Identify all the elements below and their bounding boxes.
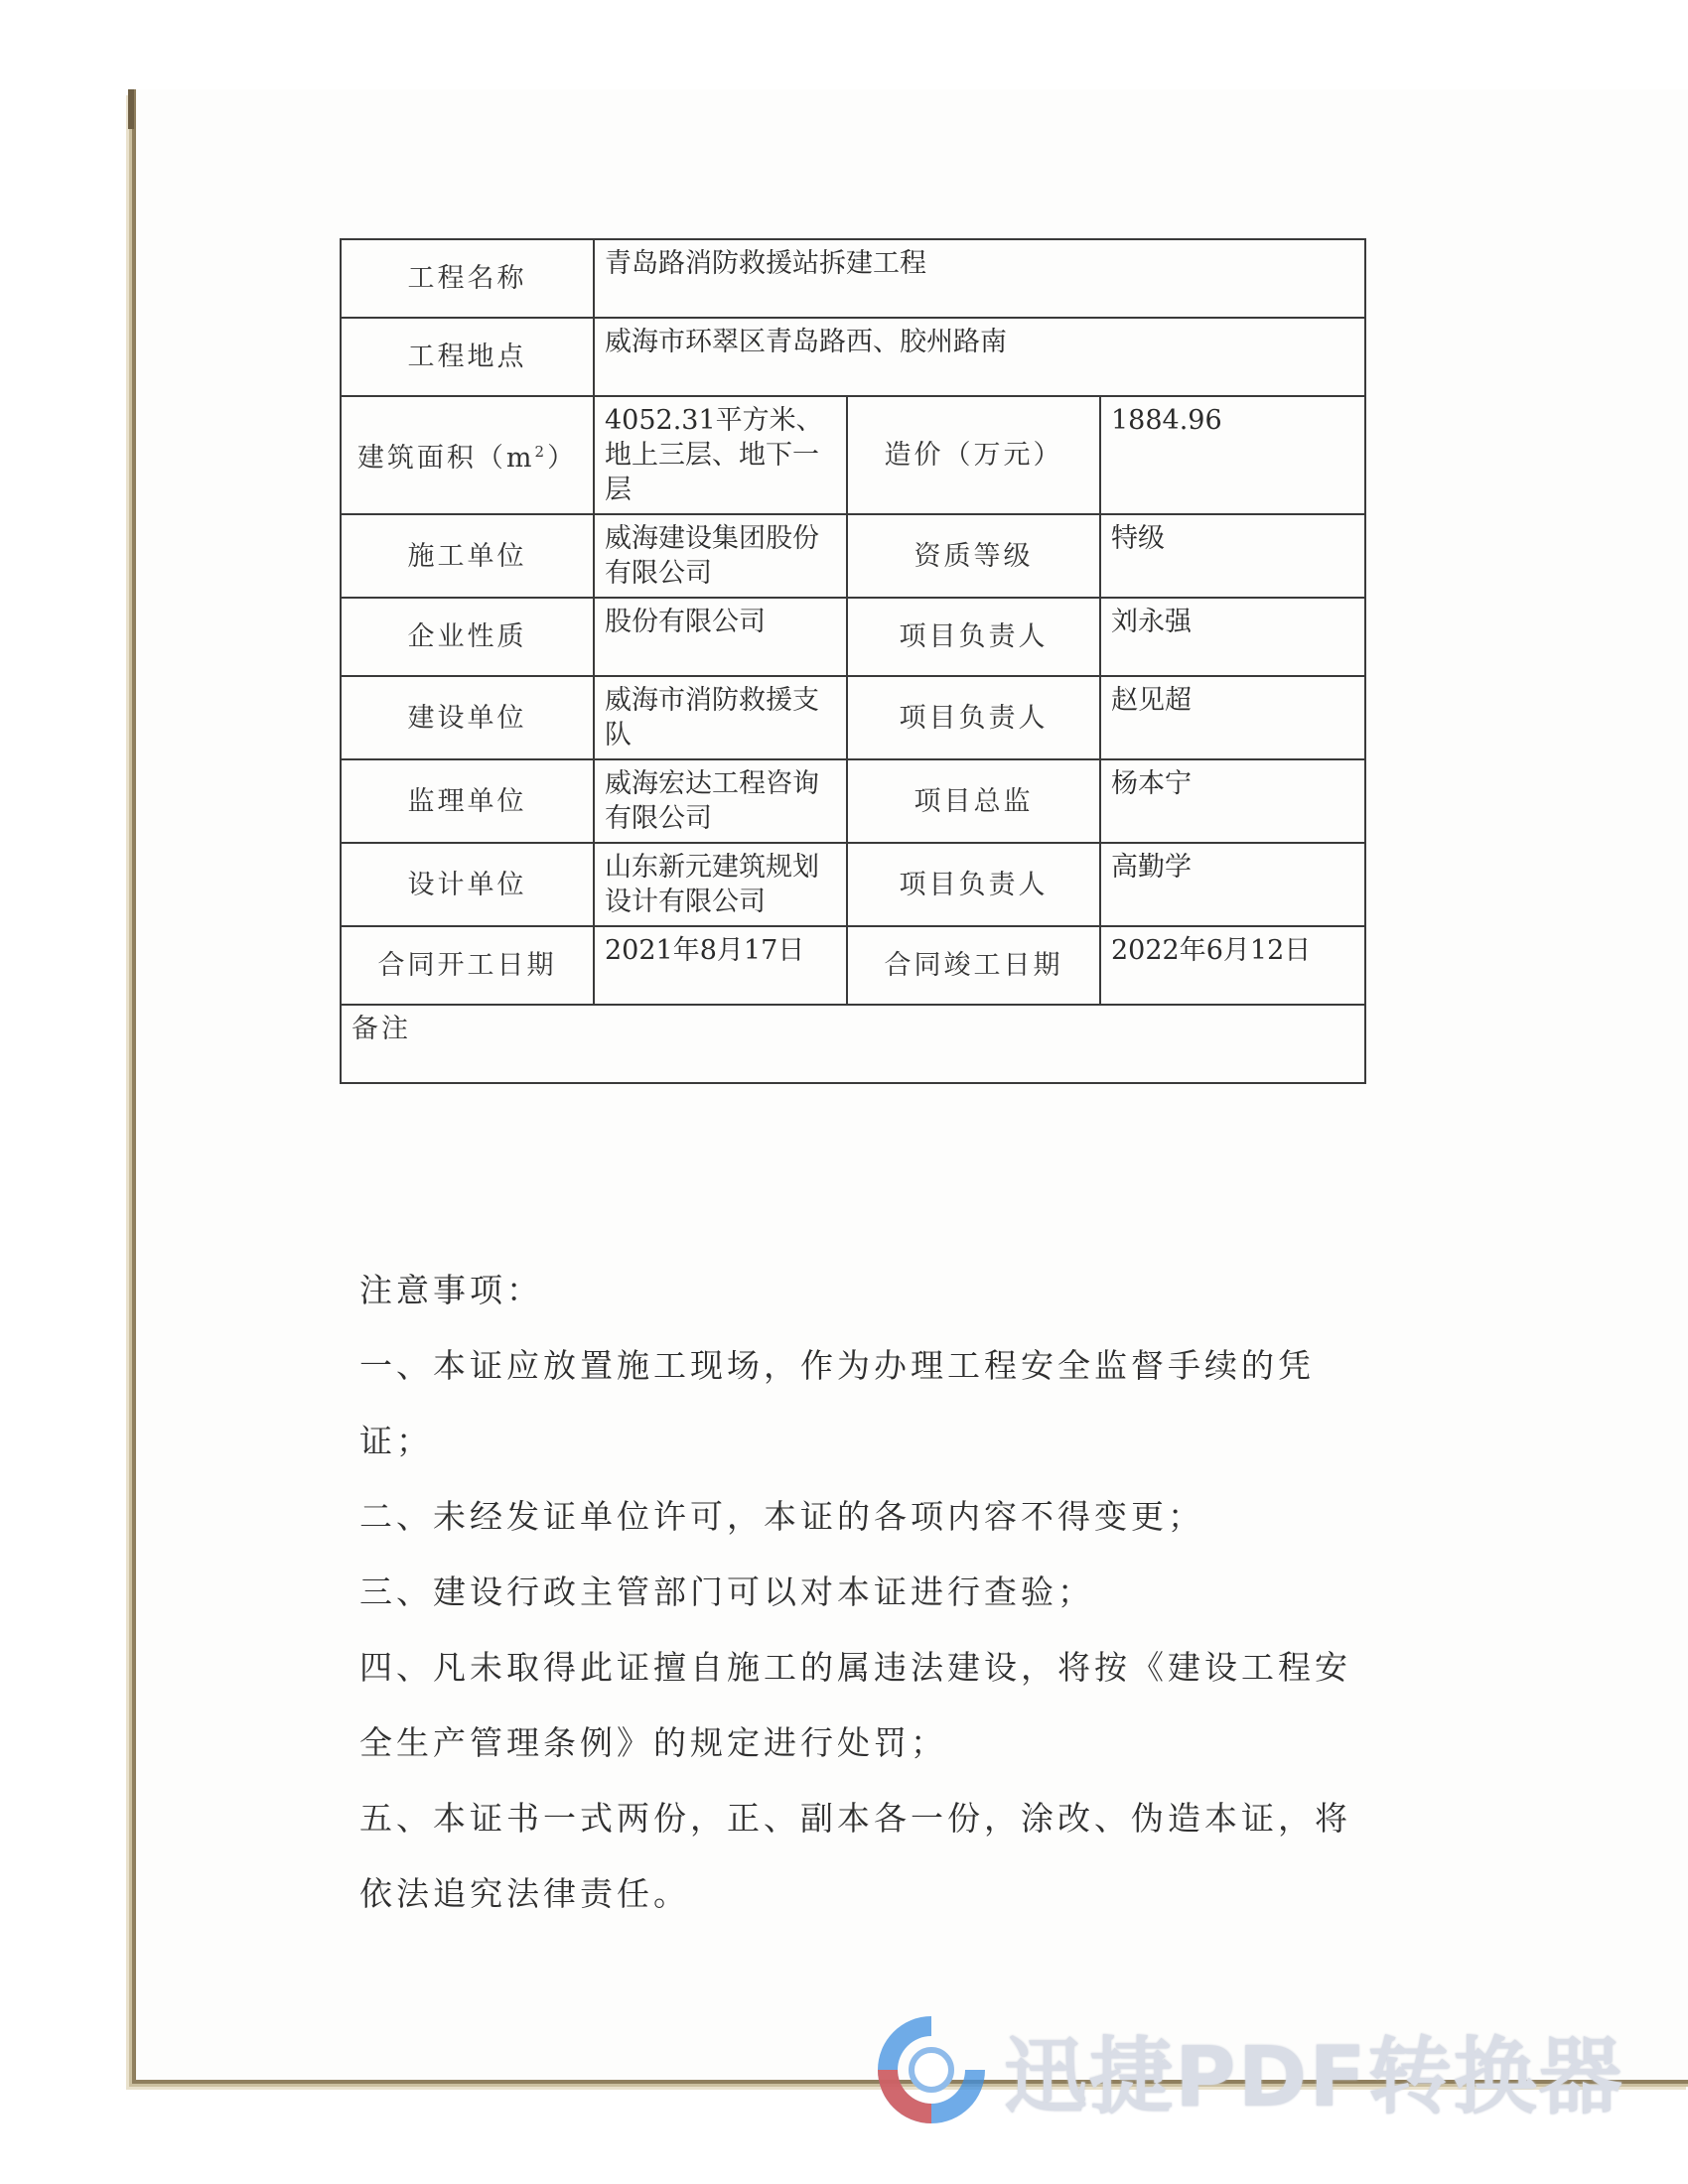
building-area-value: 4052.31平方米、地上三层、地下一层 bbox=[594, 396, 847, 514]
notes-section bbox=[359, 1253, 1362, 1932]
constructor-manager-label: 项目负责人 bbox=[847, 598, 1100, 676]
designer-manager-label: 项目负责人 bbox=[847, 843, 1100, 926]
project-name-label: 工程名称 bbox=[341, 239, 594, 318]
note-item-3: 三、建设行政主管部门可以对本证进行查验； bbox=[359, 1572, 1094, 1611]
table-row bbox=[341, 843, 1365, 926]
constructor-value: 威海建设集团股份有限公司 bbox=[594, 514, 847, 598]
building-area-label bbox=[341, 396, 594, 514]
watermark-text: 迅捷PDF转换器 bbox=[1004, 2027, 1624, 2125]
page-edge-mark bbox=[128, 89, 134, 129]
area-unit-superscript: 2 bbox=[534, 443, 548, 461]
project-name-value: 青岛路消防救援站拆建工程 bbox=[594, 239, 1365, 318]
watermark bbox=[870, 2015, 1684, 2124]
table-row bbox=[341, 759, 1365, 843]
project-info-table bbox=[340, 238, 1366, 1084]
cost-value: 1884.96 bbox=[1100, 396, 1365, 514]
notes-heading: 注意事项： bbox=[359, 1271, 543, 1309]
contract-start-label: 合同开工日期 bbox=[341, 926, 594, 1005]
constructor-manager-value: 刘永强 bbox=[1100, 598, 1365, 676]
supervisor-value: 威海宏达工程咨询有限公司 bbox=[594, 759, 847, 843]
qualification-label: 资质等级 bbox=[847, 514, 1100, 598]
building-area-label-end: ） bbox=[547, 443, 578, 474]
project-location-label: 工程地点 bbox=[341, 318, 594, 396]
enterprise-type-label: 企业性质 bbox=[341, 598, 594, 676]
building-area-label-text: 建筑面积（m bbox=[356, 443, 535, 474]
enterprise-type-value: 股份有限公司 bbox=[594, 598, 847, 676]
project-location-value: 威海市环翠区青岛路西、胶州路南 bbox=[594, 318, 1365, 396]
supervisor-label: 监理单位 bbox=[341, 759, 594, 843]
note-item-5: 五、本证书一式两份，正、副本各一份，涂改、伪造本证，将依法追究法律责任。 bbox=[359, 1799, 1351, 1913]
remarks-cell: 备注 bbox=[341, 1005, 1365, 1083]
designer-value: 山东新元建筑规划设计有限公司 bbox=[594, 843, 847, 926]
table-row bbox=[341, 514, 1365, 598]
designer-manager-value: 高勤学 bbox=[1100, 843, 1365, 926]
chief-supervisor-label: 项目总监 bbox=[847, 759, 1100, 843]
cost-label: 造价（万元） bbox=[847, 396, 1100, 514]
table-row bbox=[341, 598, 1365, 676]
table-row bbox=[341, 318, 1365, 396]
owner-value: 威海市消防救援支队 bbox=[594, 676, 847, 759]
table-row bbox=[341, 926, 1365, 1005]
table-row bbox=[341, 396, 1365, 514]
owner-manager-value: 赵见超 bbox=[1100, 676, 1365, 759]
chief-supervisor-value: 杨本宁 bbox=[1100, 759, 1365, 843]
contract-end-label: 合同竣工日期 bbox=[847, 926, 1100, 1005]
note-item-2: 二、未经发证单位许可，本证的各项内容不得变更； bbox=[359, 1497, 1204, 1536]
qualification-value: 特级 bbox=[1100, 514, 1365, 598]
note-item-4: 四、凡未取得此证擅自施工的属违法建设，将按《建设工程安全生产管理条例》的规定进行处罚； bbox=[359, 1648, 1351, 1762]
designer-label: 设计单位 bbox=[341, 843, 594, 926]
note-item-1: 一、本证应放置施工现场，作为办理工程安全监督手续的凭证； bbox=[359, 1346, 1315, 1460]
contract-end-value: 2022年6月12日 bbox=[1100, 926, 1365, 1005]
contract-start-value: 2021年8月17日 bbox=[594, 926, 847, 1005]
xunjie-logo-icon bbox=[870, 2008, 994, 2132]
owner-label: 建设单位 bbox=[341, 676, 594, 759]
table-row bbox=[341, 676, 1365, 759]
constructor-label: 施工单位 bbox=[341, 514, 594, 598]
owner-manager-label: 项目负责人 bbox=[847, 676, 1100, 759]
table-row bbox=[341, 239, 1365, 318]
table-row bbox=[341, 1005, 1365, 1083]
